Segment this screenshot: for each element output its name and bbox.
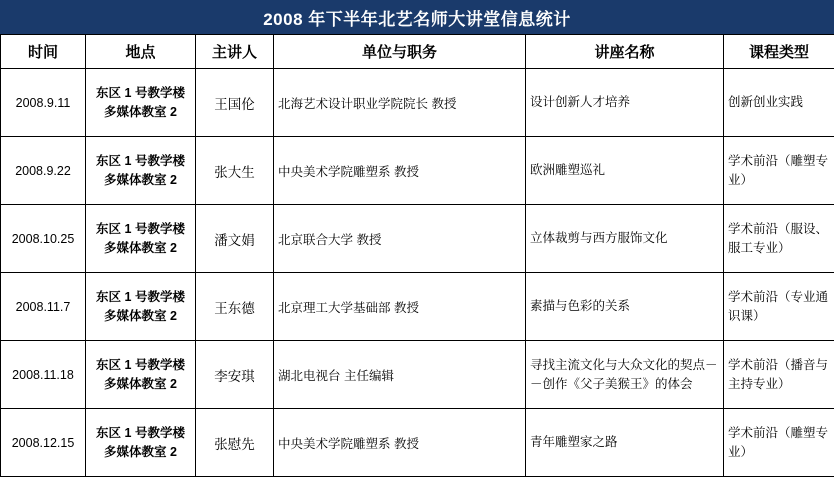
cell-unit: 中央美术学院雕塑系 教授 xyxy=(274,137,526,205)
cell-type: 学术前沿（播音与主持专业） xyxy=(724,341,834,409)
place-line-1: 东区 1 号教学楼 xyxy=(90,152,191,170)
cell-lecture: 设计创新人才培养 xyxy=(526,69,724,137)
table-row xyxy=(1,69,834,137)
cell-speaker: 张大生 xyxy=(196,137,274,205)
column-header-speaker: 主讲人 xyxy=(196,35,274,69)
cell-place xyxy=(86,205,196,273)
place-line-2: 多媒体教室 2 xyxy=(90,103,191,121)
place-line-1: 东区 1 号教学楼 xyxy=(90,424,191,442)
cell-speaker: 张慰先 xyxy=(196,409,274,477)
cell-lecture: 青年雕塑家之路 xyxy=(526,409,724,477)
cell-type: 创新创业实践 xyxy=(724,69,834,137)
cell-speaker: 王国伦 xyxy=(196,69,274,137)
column-header-lecture: 讲座名称 xyxy=(526,35,724,69)
table-header-row xyxy=(1,35,834,69)
cell-type: 学术前沿（雕塑专业） xyxy=(724,409,834,477)
place-line-1: 东区 1 号教学楼 xyxy=(90,84,191,102)
cell-unit: 北海艺术设计职业学院院长 教授 xyxy=(274,69,526,137)
cell-time: 2008.9.11 xyxy=(1,69,86,137)
place-line-1: 东区 1 号教学楼 xyxy=(90,356,191,374)
page-title: 2008 年下半年北艺名师大讲堂信息统计 xyxy=(263,5,571,30)
column-header-unit: 单位与职务 xyxy=(274,35,526,69)
cell-unit: 北京联合大学 教授 xyxy=(274,205,526,273)
cell-place xyxy=(86,341,196,409)
table-row xyxy=(1,137,834,205)
table-row xyxy=(1,409,834,477)
cell-lecture: 素描与色彩的关系 xyxy=(526,273,724,341)
cell-place xyxy=(86,409,196,477)
cell-type: 学术前沿（服设、服工专业） xyxy=(724,205,834,273)
cell-time: 2008.12.15 xyxy=(1,409,86,477)
cell-time: 2008.11.18 xyxy=(1,341,86,409)
cell-lecture: 欧洲雕塑巡礼 xyxy=(526,137,724,205)
cell-place xyxy=(86,137,196,205)
place-line-2: 多媒体教室 2 xyxy=(90,307,191,325)
cell-lecture: 寻找主流文化与大众文化的契点－－创作《父子美猴王》的体会 xyxy=(526,341,724,409)
table-row xyxy=(1,341,834,409)
cell-lecture: 立体裁剪与西方服饰文化 xyxy=(526,205,724,273)
cell-speaker: 李安琪 xyxy=(196,341,274,409)
place-line-1: 东区 1 号教学楼 xyxy=(90,288,191,306)
cell-type: 学术前沿（雕塑专业） xyxy=(724,137,834,205)
table-body xyxy=(1,69,834,477)
place-line-2: 多媒体教室 2 xyxy=(90,171,191,189)
cell-unit: 湖北电视台 主任编辑 xyxy=(274,341,526,409)
place-line-2: 多媒体教室 2 xyxy=(90,239,191,257)
cell-speaker: 潘文娟 xyxy=(196,205,274,273)
table-header xyxy=(1,35,834,69)
cell-time: 2008.9.22 xyxy=(1,137,86,205)
place-line-2: 多媒体教室 2 xyxy=(90,375,191,393)
cell-time: 2008.11.7 xyxy=(1,273,86,341)
cell-time: 2008.10.25 xyxy=(1,205,86,273)
cell-unit: 中央美术学院雕塑系 教授 xyxy=(274,409,526,477)
lecture-info-table xyxy=(0,34,834,477)
document-title-bar xyxy=(0,0,834,34)
column-header-time: 时间 xyxy=(1,35,86,69)
table-row xyxy=(1,205,834,273)
cell-unit: 北京理工大学基础部 教授 xyxy=(274,273,526,341)
place-line-2: 多媒体教室 2 xyxy=(90,443,191,461)
place-line-1: 东区 1 号教学楼 xyxy=(90,220,191,238)
cell-place xyxy=(86,273,196,341)
table-row xyxy=(1,273,834,341)
cell-place xyxy=(86,69,196,137)
cell-type: 学术前沿（专业通识课） xyxy=(724,273,834,341)
cell-speaker: 王东德 xyxy=(196,273,274,341)
column-header-type: 课程类型 xyxy=(724,35,834,69)
column-header-place: 地点 xyxy=(86,35,196,69)
